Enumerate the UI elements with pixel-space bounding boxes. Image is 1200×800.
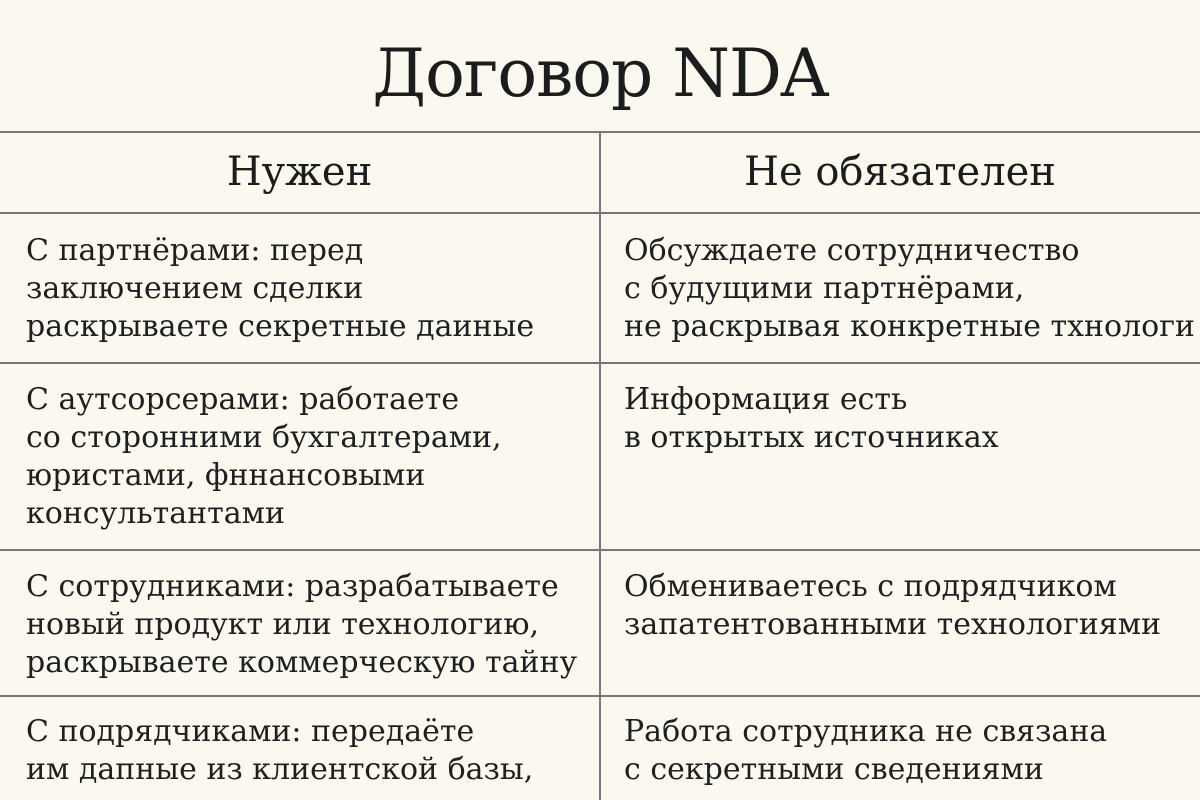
row-1-needed: С партнёрами: перед заключением сделки раскрываете секретные даиные xyxy=(26,233,535,344)
row-3-needed: С сотрудниками: разрабатываете новый продукт или технологию, раскрываете коммерческую тайну xyxy=(26,569,578,680)
row-1-not-required: Обсуждаете сотрудничество с будущими партнёрами, не раскрывая конкретные тхнологи xyxy=(624,233,1195,344)
row-4-needed: С подрядчиками: передаёте им дапные из клиентской базы, xyxy=(26,714,534,787)
header-not-required: Не обязателен xyxy=(744,149,1056,195)
header-needed: Нужен xyxy=(226,149,373,195)
row-2-needed: С аутсорсерами: работаете со сторонними бухгалтерами, юристами, фннансовыми консультантами xyxy=(26,382,502,531)
page-title: Договор NDA xyxy=(372,35,828,112)
row-3-not-required: Обмениваетесь с подрядчиком запатентованными технологиями xyxy=(624,569,1162,642)
row-2-not-required: Информация есть в открытых источниках xyxy=(624,382,999,455)
column-divider xyxy=(599,131,601,800)
row-4-not-required: Работа сотрудника не связана с секретными сведениями xyxy=(624,714,1108,787)
